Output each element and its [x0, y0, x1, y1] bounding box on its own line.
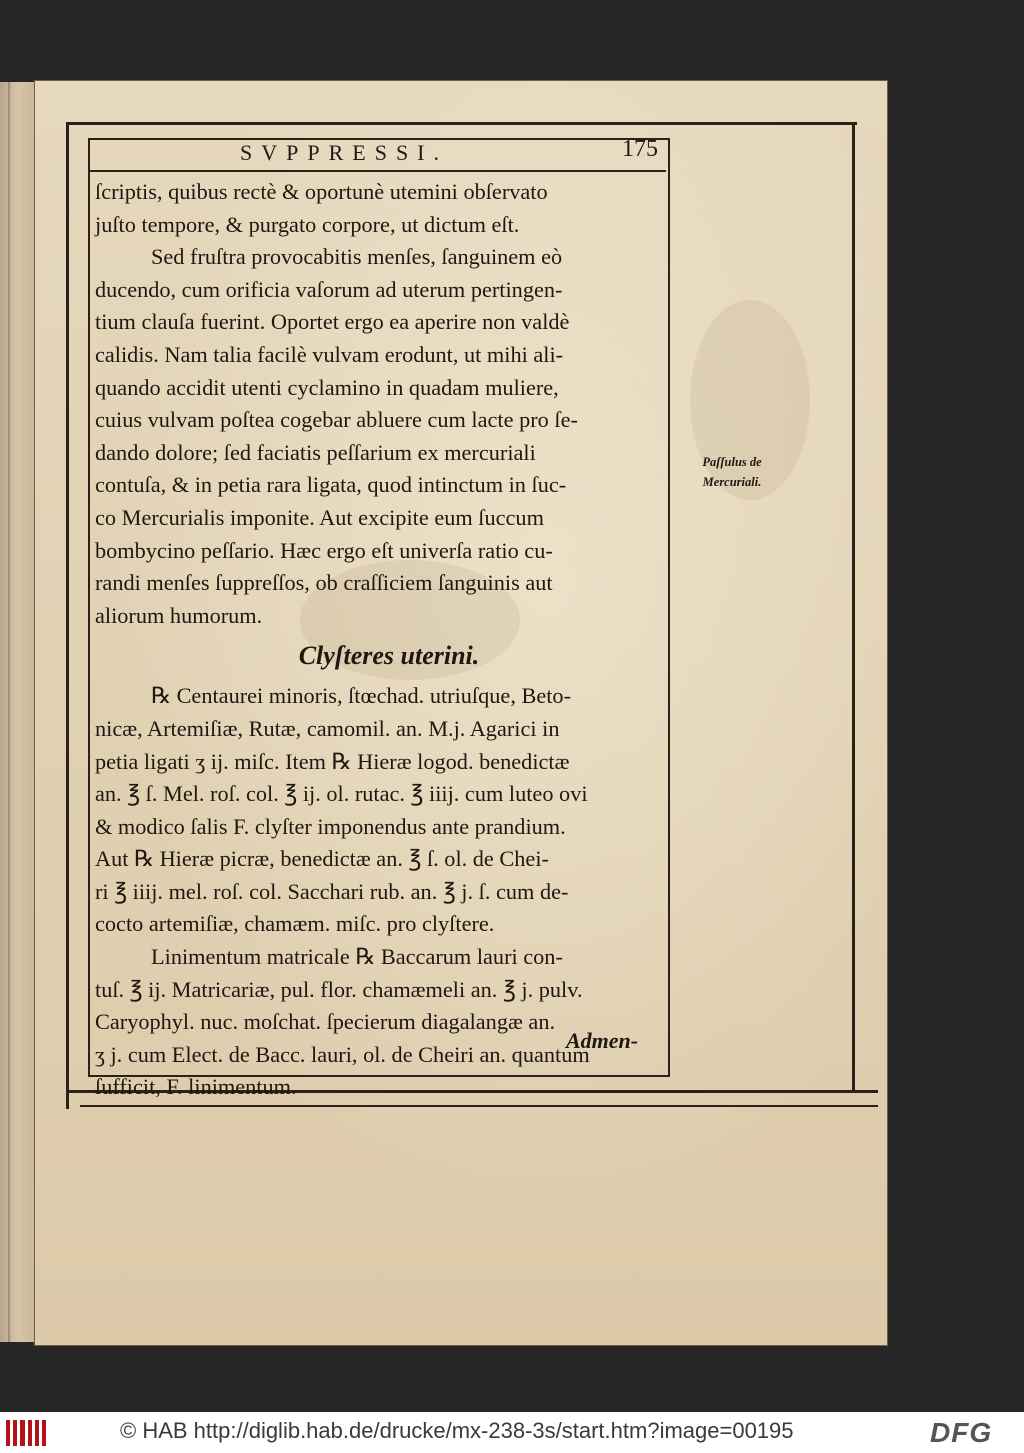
library-logo-icon [6, 1420, 46, 1446]
text-line: ducendo, cum orificia vaſorum ad uterum pertingen- [95, 276, 563, 302]
text-line: bombycino peſſario. Hæc ergo eſt univerſa ratio cu- [95, 537, 553, 563]
text-line: Aut ℞ Hieræ picræ, benedictæ an. ℥ ſ. ol. de Chei- [95, 846, 549, 872]
text-line: & modico ſalis F. clyſter imponendus ante prandium. [95, 813, 566, 839]
text-line: cocto artemiſiæ, chamæm. miſc. pro clyſtere. [95, 911, 495, 937]
text-line: petia ligati ʒ ij. miſc. Item ℞ Hieræ logod. benedictæ [95, 748, 570, 774]
text-line: ſcriptis, quibus rectè & oportunè utemini obſervato [95, 179, 548, 204]
text-frame-rule [668, 138, 669, 1073]
text-line: Sed fruſtra provocabitis menſes, ſanguinem eò [151, 244, 563, 270]
marginal-note-line: Paſſulus de [702, 455, 762, 469]
previous-page-edge [0, 82, 37, 1342]
page-frame-bottom-inner [80, 1105, 878, 1107]
text-line: ℞ Centaurei minoris, ſtœchad. utriuſque, Beto- [151, 683, 572, 709]
running-head: SVPPRESSI. [240, 140, 449, 165]
page-frame-right [852, 122, 855, 1092]
page-number: 175 [622, 136, 658, 162]
text-line: randi menſes ſuppreſſos, ob craſſiciem ſanguinis aut [95, 570, 553, 596]
section-heading: Clyſteres uterini. [298, 641, 480, 671]
text-line: co Mercurialis imponite. Aut excipite eum ſuccum [95, 504, 544, 530]
text-line: Linimentum matricale ℞ Baccarum lauri con- [151, 944, 563, 970]
text-line: an. ℥ ſ. Mel. roſ. col. ℥ ij. ol. rutac. ℥ iiij. cum luteo ovi [95, 781, 588, 807]
text-line: tuſ. ℥ ij. Matricariæ, pul. flor. chamæmeli an. ℥ j. pulv. [95, 976, 583, 1002]
text-line: dando dolore; ſed faciatis peſſarium ex mercuriali [95, 439, 536, 465]
text-line: Caryophyl. nuc. moſchat. ſpecierum diagalangæ an. [95, 1009, 556, 1035]
body-text [95, 176, 663, 1104]
footer-bar [0, 1412, 1024, 1453]
marginal-note-line: Mercuriali. [702, 475, 762, 489]
catchword: Admen- [566, 1028, 639, 1053]
text-line: calidis. Nam talia facilè vulvam erodunt, ut mihi ali- [95, 341, 564, 367]
header-rule [90, 170, 666, 172]
text-line: tium clauſa fuerint. Oportet ergo ea aperire non valdè [95, 309, 570, 335]
marginal-note [676, 452, 788, 492]
text-line: ſufficit, F. linimentum. [95, 1074, 297, 1100]
text-line: quando accidit utenti cyclamino in quadam muliere, [95, 374, 559, 400]
dfg-logo: DFG [930, 1417, 993, 1448]
text-line: nicæ, Artemiſiæ, Rutæ, camomil. an. M.j. Agarici in [95, 715, 560, 741]
text-line: ri ℥ iiij. mel. roſ. col. Sacchari rub. an. ℥ j. ſ. cum de- [95, 878, 569, 904]
text-line: juſto tempore, & purgato corpore, ut dictum eſt. [95, 211, 520, 237]
text-line: cuius vulvam poſtea cogebar abluere cum lacte pro ſe- [95, 407, 578, 433]
text-line: ʒ j. cum Elect. de Bacc. lauri, ol. de Cheiri an. quantum [95, 1041, 590, 1067]
text-line: contuſa, & in petia rara ligata, quod intinctum in ſuc- [95, 472, 567, 498]
copyright-link[interactable]: © HAB http://diglib.hab.de/drucke/mx-238-3s/start.htm?image=00195 [120, 1418, 794, 1443]
text-line: aliorum humorum. [95, 602, 263, 628]
